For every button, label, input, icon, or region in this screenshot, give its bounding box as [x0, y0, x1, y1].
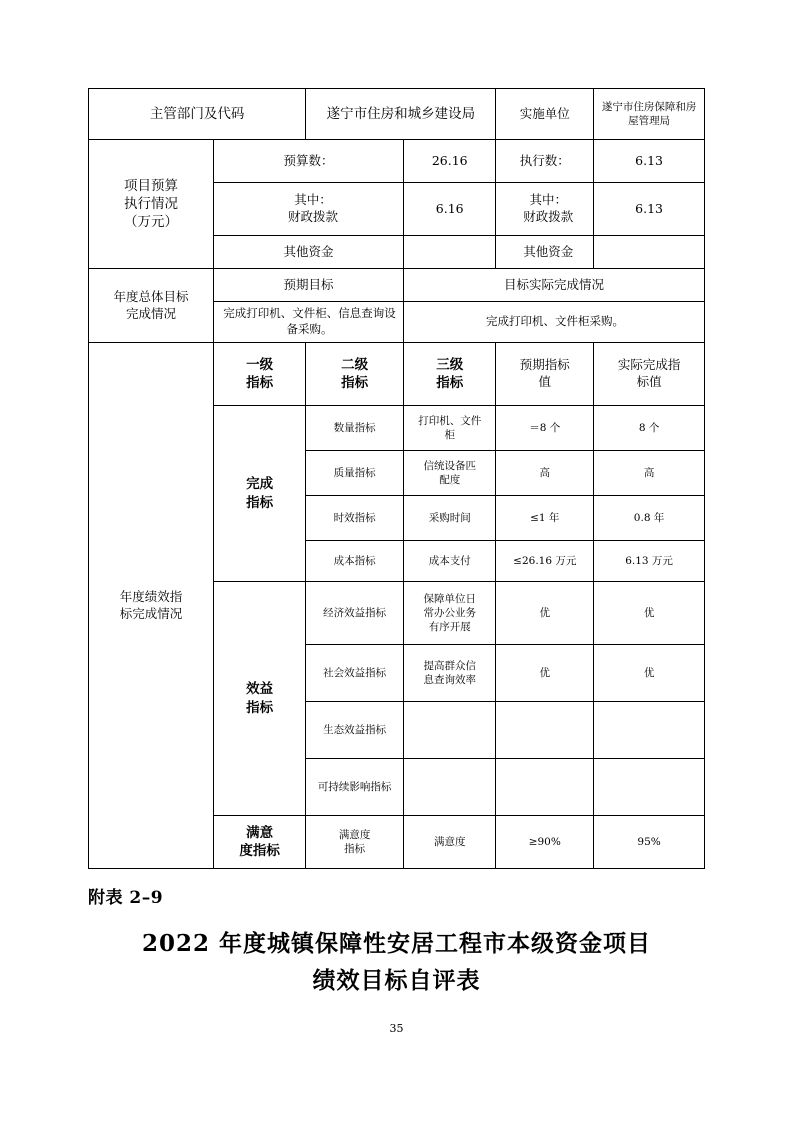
group-label-completion — [213, 406, 305, 582]
indicator-level2-line2: 指标 — [344, 843, 366, 855]
performance-self-evaluation-table — [88, 88, 705, 869]
group-label-benefit — [213, 582, 305, 816]
indicator-level3-line2: 柜 — [444, 429, 455, 441]
budget-fiscal-label-line2: 财政拨款 — [287, 209, 338, 224]
execution-other-label: 其他资金 — [496, 236, 594, 269]
header-level1 — [213, 343, 305, 406]
annual-goal-actual-header: 目标实际完成情况 — [404, 269, 705, 302]
table-row-performance-header — [89, 343, 705, 406]
indicator-level2: 经济效益指标 — [306, 582, 404, 645]
header-level3-line1: 三级 — [436, 356, 464, 373]
indicator-level3: 成本支付 — [404, 541, 496, 582]
header-level3 — [404, 343, 496, 406]
group-label-benefit-line2: 指标 — [246, 699, 274, 716]
execution-fiscal-label-line2: 财政拨款 — [523, 209, 574, 224]
indicator-level3 — [404, 645, 496, 702]
group-label-completion-line1: 完成 — [246, 476, 274, 493]
indicator-level2 — [306, 816, 404, 869]
annual-goal-expected-header: 预期目标 — [213, 269, 403, 302]
indicator-expected: ≤1 年 — [496, 496, 594, 541]
indicator-level3 — [404, 582, 496, 645]
budget-other-value — [404, 236, 496, 269]
budget-label-line3: （万元） — [123, 214, 178, 231]
group-label-benefit-line1: 效益 — [246, 681, 274, 698]
dept-value: 遂宁市住房和城乡建设局 — [306, 89, 496, 140]
indicator-actual — [594, 759, 705, 816]
indicator-level2: 时效指标 — [306, 496, 404, 541]
indicator-level3 — [404, 702, 496, 759]
indicator-level3-line1: 打印机、文件 — [418, 414, 482, 427]
indicator-level2: 数量指标 — [306, 406, 404, 451]
performance-row-label-line2: 标完成情况 — [119, 605, 183, 621]
table-row-annual-goal-header — [89, 269, 705, 302]
header-expected-line1: 预期指标 — [519, 357, 570, 373]
dept-label: 主管部门及代码 — [89, 89, 306, 140]
header-level3-line2: 指标 — [436, 375, 464, 391]
indicator-level3 — [404, 451, 496, 496]
page-title-line1: 2022 年度城镇保障性安居工程市本级资金项目 — [141, 930, 652, 957]
indicator-level3 — [404, 406, 496, 451]
group-label-completion-line2: 指标 — [246, 494, 274, 511]
indicator-level2-line1: 满意度 — [338, 828, 371, 841]
header-level2 — [306, 343, 404, 406]
indicator-level3 — [404, 759, 496, 816]
indicator-level3-line1: 保障单位日 — [423, 592, 476, 605]
attachment-label: 附表 2–9 — [88, 888, 164, 908]
indicator-actual: 优 — [594, 645, 705, 702]
annual-goal-label-line2: 完成情况 — [125, 305, 176, 321]
indicator-actual: 0.8 年 — [594, 496, 705, 541]
annual-goal-label — [89, 269, 214, 343]
budget-label — [89, 140, 214, 269]
indicator-actual: 高 — [594, 451, 705, 496]
indicator-level2: 成本指标 — [306, 541, 404, 582]
performance-row-label — [89, 343, 214, 869]
header-expected-value — [496, 343, 594, 406]
indicator-level3-line2: 配度 — [439, 474, 461, 486]
annual-goal-expected-text: 完成打印机、文件柜、信息查询设备采购。 — [213, 302, 403, 343]
indicator-level2: 生态效益指标 — [306, 702, 404, 759]
group-label-satisfaction-line1: 满意 — [246, 824, 274, 841]
indicator-expected — [496, 759, 594, 816]
execution-fiscal-value: 6.13 — [594, 183, 705, 236]
budget-other-label: 其他资金 — [213, 236, 403, 269]
indicator-level2: 社会效益指标 — [306, 645, 404, 702]
execution-other-value — [594, 236, 705, 269]
page-title — [88, 926, 705, 1000]
header-expected-line2: 值 — [538, 374, 552, 389]
execution-amount-label: 执行数： — [496, 140, 594, 183]
annual-goal-label-line1: 年度总体目标 — [113, 288, 189, 304]
indicator-actual: 95% — [594, 816, 705, 869]
page-title-line2: 绩效目标自评表 — [312, 966, 481, 994]
indicator-level3-line3: 有序开展 — [428, 621, 471, 634]
indicator-level3-line1: 提高群众信 — [423, 659, 476, 672]
indicator-expected: 高 — [496, 451, 594, 496]
budget-amount-value: 26.16 — [404, 140, 496, 183]
indicator-level2: 质量指标 — [306, 451, 404, 496]
budget-fiscal-label — [213, 183, 403, 236]
indicator-actual: 6.13 万元 — [594, 541, 705, 582]
indicator-expected: 优 — [496, 645, 594, 702]
indicator-level3: 采购时间 — [404, 496, 496, 541]
indicator-expected: 优 — [496, 582, 594, 645]
header-actual-line2: 标值 — [636, 374, 662, 389]
table-row-department — [89, 89, 705, 140]
header-actual-value — [594, 343, 705, 406]
group-label-satisfaction — [213, 816, 305, 869]
execution-amount-value: 6.13 — [594, 140, 705, 183]
indicator-actual — [594, 702, 705, 759]
header-actual-line1: 实际完成指 — [617, 357, 681, 373]
indicator-expected: ＝8 个 — [496, 406, 594, 451]
page-number: 35 — [389, 1022, 404, 1035]
header-level2-line1: 二级 — [341, 356, 369, 373]
execution-fiscal-label — [496, 183, 594, 236]
budget-fiscal-value: 6.16 — [404, 183, 496, 236]
indicator-level3: 满意度 — [404, 816, 496, 869]
table-row-budget-1 — [89, 140, 705, 183]
indicator-actual: 优 — [594, 582, 705, 645]
budget-amount-label: 预算数： — [213, 140, 403, 183]
annual-goal-actual-text: 完成打印机、文件柜采购。 — [404, 302, 705, 343]
header-level1-line1: 一级 — [246, 356, 274, 373]
group-label-satisfaction-line2: 度指标 — [239, 843, 280, 859]
header-level1-line2: 指标 — [246, 375, 274, 391]
budget-fiscal-label-line1: 其中： — [294, 192, 332, 208]
indicator-level3-line2: 常办公业务 — [423, 606, 476, 619]
indicator-expected: ≤26.16 万元 — [496, 541, 594, 582]
indicator-expected: ≥90% — [496, 816, 594, 869]
indicator-actual: 8 个 — [594, 406, 705, 451]
budget-label-line1: 项目预算 — [123, 177, 178, 194]
indicator-level3-line1: 信统设备匹 — [423, 459, 476, 472]
indicator-expected — [496, 702, 594, 759]
budget-label-line2: 执行情况 — [123, 195, 178, 212]
implement-unit-value: 遂宁市住房保障和房屋管理局 — [594, 89, 705, 140]
execution-fiscal-label-line1: 其中： — [529, 192, 568, 208]
implement-unit-label: 实施单位 — [496, 89, 594, 140]
indicator-level3-line2: 息查询效率 — [423, 674, 476, 686]
header-level2-line2: 指标 — [341, 375, 369, 391]
indicator-level2: 可持续影响指标 — [306, 759, 404, 816]
performance-row-label-line1: 年度绩效指 — [119, 588, 183, 604]
